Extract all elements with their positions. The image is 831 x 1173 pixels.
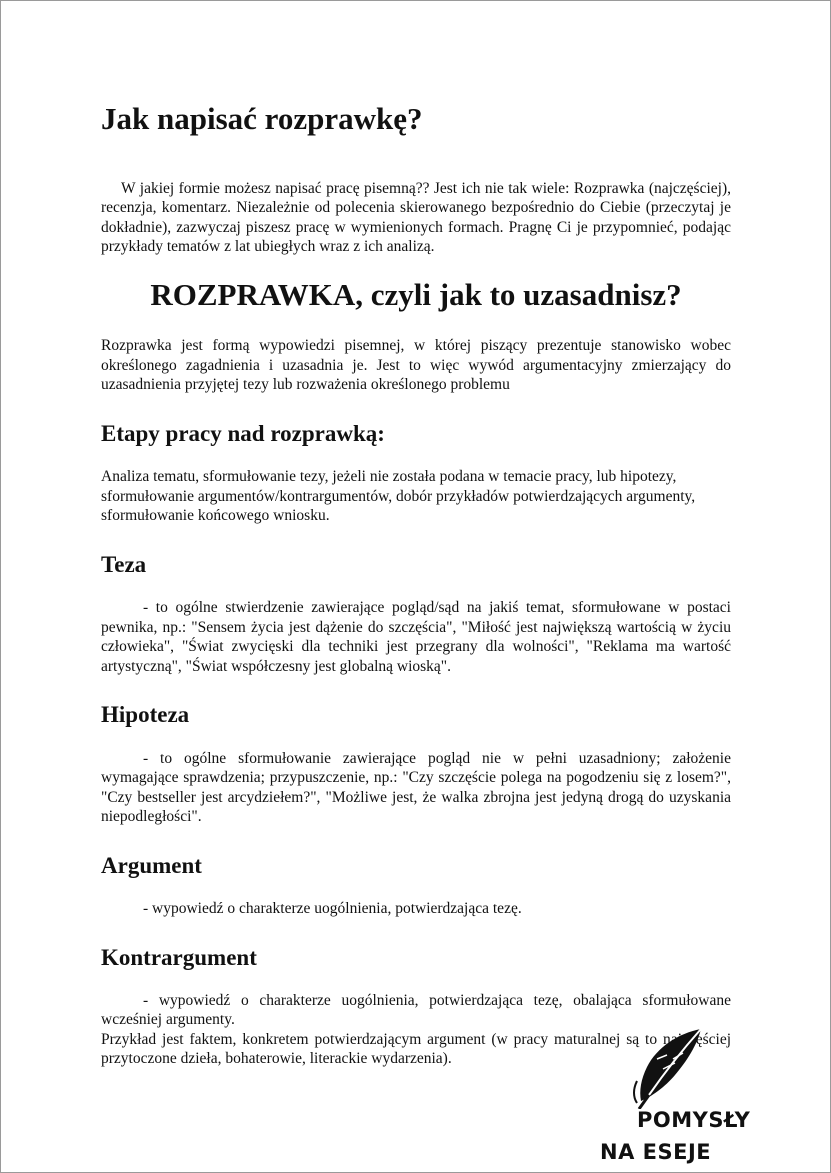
- section-text-kontrargument: - wypowiedź o charakterze uogólnienia, potwierdzająca tezę, obalająca sformułowane wcześniej argumenty.: [101, 991, 731, 1029]
- page-title: Jak napisać rozprawkę?: [101, 101, 423, 136]
- section-heading-argument: Argument: [101, 852, 202, 878]
- section-heading-hipoteza: Hipoteza: [101, 702, 190, 728]
- feather-icon: [627, 1025, 707, 1109]
- logo-line-1: POMYSŁY: [637, 1108, 751, 1132]
- intro-paragraph: W jakiej formie możesz napisać pracę pisemną?? Jest ich nie tak wiele: Rozprawka (najczęściej), recenzja, komentarz. Niezależnie od polecenia skierowanego bezpośrednio do Ciebie (przeczytaj je dokładnie), zazwyczaj piszesz pracę w wymienionych formach. Pragnę Ci je przypomnieć, podając przykłady tematów z lat ubiegłych wraz z ich analizą.: [101, 179, 731, 256]
- main-heading: ROZPRAWKA, czyli jak to uzasadnisz?: [150, 276, 682, 312]
- site-logo: [597, 1025, 751, 1165]
- logo-line-2: NA ESEJE: [600, 1140, 712, 1164]
- definition-paragraph: Rozprawka jest formą wypowiedzi pisemnej, w której piszący prezentuje stanowisko wobec określonego zagadnienia i uzasadnia je. Jest to więc wywód argumentacyjny zmierzający do uzasadnienia przyjętej tezy lub rozważenia określonego problemu: [101, 337, 731, 394]
- section-text-teza: - to ogólne stwierdzenie zawierające pogląd/sąd na jakiś temat, sformułowane w postaci pewnika, np.: "Sensem życia jest dążenie do szczęścia", "Miłość jest największą wartością w życiu człowieka", "Świat zwycięski dla techniki jest przegrany dla wolności", "Reklama ma wartość artystyczną", "Świat współczesny jest globalną wioską".: [101, 599, 731, 675]
- stages-paragraph: Analiza tematu, sformułowanie tezy, jeżeli nie została podana w temacie pracy, lub hipotezy, sformułowanie argumentów/kontrargumentów, dobór przykładów potwierdzających argumenty, sformułowanie końcowego wniosku.: [101, 468, 696, 525]
- document-content: [101, 101, 731, 1069]
- section-text-hipoteza: - to ogólne sformułowanie zawierające pogląd nie w pełni uzasadniony; założenie wymagające sprawdzenia; przypuszczenie, np.: "Czy szczęście polega na pogodzeniu się z losem?", "Czy bestseller jest arcydziełem?", "Możliwe jest, że walka zbrojna jest jedyną drogą do uzyskania niepodległości".: [101, 749, 731, 826]
- section-heading-teza: Teza: [101, 551, 147, 577]
- section-text-argument: - wypowiedź o charakterze uogólnienia, potwierdzająca tezę.: [143, 900, 522, 918]
- section-text-przyklad: Przykład jest faktem, konkretem potwierdzającym argument (w pracy maturalnej są to najczęściej przytoczone dzieła, bohaterowie, literackie wydarzenia).: [101, 1030, 731, 1068]
- stages-heading: Etapy pracy nad rozprawką:: [101, 420, 385, 446]
- section-heading-kontrargument: Kontrargument: [101, 944, 257, 970]
